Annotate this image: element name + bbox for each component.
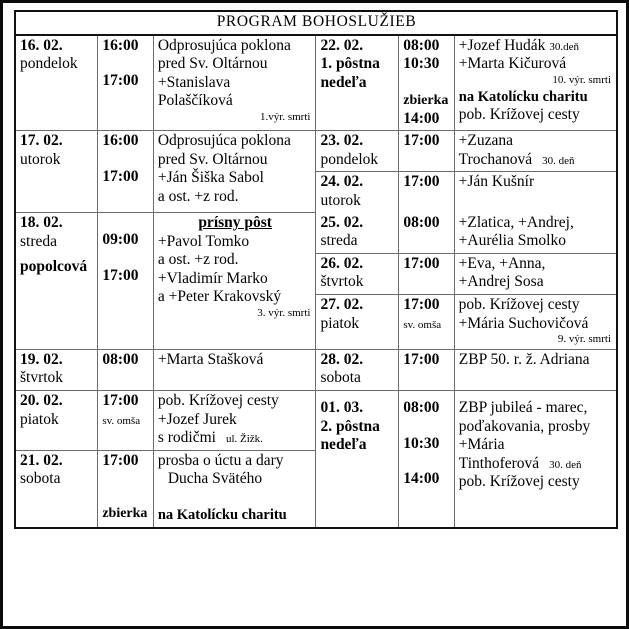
table-row (15, 391, 617, 451)
date-cell-21-02 (15, 450, 98, 527)
weekday-label: utorok (20, 150, 61, 168)
time-label: 16:00 (102, 36, 139, 54)
time-label: 17:00 (102, 266, 139, 284)
intention-cell-26-02 (454, 253, 616, 294)
date-cell-20-02 (15, 391, 98, 451)
table-row (15, 213, 617, 350)
date-label: 20. 02. (20, 392, 63, 410)
anniversary-note: 10. výr. smrti (552, 73, 611, 86)
date-cell-25-02 (316, 213, 398, 254)
intention-text: Tinthoferová (458, 454, 540, 472)
table-row (15, 35, 617, 131)
intention-line: prosba o úctu a dary (157, 451, 284, 469)
weekday-label: 1. pôstna (320, 55, 380, 73)
date-cell-23-02 (316, 131, 398, 172)
date-cell-16-02 (15, 35, 98, 131)
time-cell-23-02 (399, 131, 454, 172)
intention-line: +Jozef Jurek (157, 410, 237, 428)
intention-line: poďakovania, prosby (458, 417, 591, 435)
fast-heading: prísny pôst (198, 214, 272, 232)
date-cell-26-02 (316, 253, 398, 294)
anniversary-note: 9. výr. smrti (557, 333, 611, 346)
weekday-label: pondelok (320, 150, 379, 168)
time-label: 17:00 (102, 451, 139, 469)
time-label: 17:00 (102, 72, 139, 90)
intention-line: +Vladimír Marko (157, 269, 268, 287)
time-label: 08:00 (403, 399, 440, 417)
intention-line (459, 37, 579, 54)
intention-text: +Jozef Hudák (458, 36, 546, 54)
anniversary-note: 1.výr. smrti (260, 110, 311, 123)
intention-cell-23-02 (454, 131, 616, 172)
devotion-line: pob. Krížovej cesty (458, 106, 580, 124)
intention-line: +Marta Stašková (157, 350, 264, 368)
devotion-line: pob. Krížovej cesty (157, 392, 279, 410)
time-label: 17:00 (403, 132, 440, 150)
intention-line: +Mária Suchovičová (458, 314, 589, 332)
weekday-label: 2. pôstna (320, 417, 380, 435)
table-row (316, 131, 616, 172)
date-label: 16. 02. (20, 36, 63, 54)
time-cell-19-02 (98, 349, 154, 390)
intention-line: +Zuzana (458, 132, 513, 150)
intention-line (459, 455, 582, 472)
time-label: 09:00 (102, 231, 139, 249)
date-label: 28. 02. (320, 350, 364, 368)
time-cell-01-03 (399, 391, 455, 528)
weekday-label: sobota (320, 369, 361, 387)
intention-cell-01-03 (454, 391, 617, 528)
time-cell-16-02 (98, 35, 154, 131)
date-cell-28-02 (316, 349, 399, 390)
intention-line: Odprosujúca poklona (157, 36, 291, 54)
intention-line: +Mária (458, 436, 505, 454)
time-label: 17:00 (102, 167, 139, 185)
time-label: 17:00 (403, 350, 440, 368)
intention-cell-25-02 (454, 213, 616, 254)
time-spacer (403, 418, 451, 435)
table-row (316, 294, 616, 348)
intention-line: +Zlatica, +Andrej, (458, 213, 574, 231)
time-cell-26-02 (399, 253, 454, 294)
intention-line: ZBP jubileá - marec, (458, 399, 588, 417)
time-cell-17-02 (98, 131, 154, 213)
intention-text: Trochanová (458, 150, 533, 168)
time-label: 10:30 (403, 434, 440, 452)
intention-line: +Marta Kičurová (458, 55, 567, 73)
intention-line: +Stanislava (157, 73, 231, 91)
right-subtable-wrap-2 (316, 213, 617, 350)
time-cell-22-02 (399, 35, 455, 131)
weekday-label: streda (320, 232, 358, 250)
time-label: 17:00 (102, 392, 139, 410)
intention-line: a ost. +z rod. (157, 187, 239, 205)
intention-line: +Pavol Tomko (157, 232, 250, 250)
collection-purpose: na Katolícku charitu (157, 507, 287, 524)
devotion-line: pob. Krížovej cesty (458, 295, 580, 313)
date-label: 17. 02. (20, 132, 63, 150)
time-cell-18-02 (98, 213, 154, 350)
time-spacer (403, 453, 451, 470)
page-title: PROGRAM BOHOSLUŽIEB (15, 11, 617, 35)
schedule-sheet (14, 10, 618, 566)
intention-line: Odprosujúca poklona (157, 132, 291, 150)
intention-line: ZBP 50. r. ž. Adriana (458, 350, 590, 368)
intention-text: s rodičmi (157, 429, 216, 447)
weekday-label-2: nedeľa (320, 436, 367, 454)
intention-cell-22-02 (454, 35, 617, 131)
intention-cell-19-02 (153, 349, 316, 390)
time-spacer (102, 487, 150, 504)
date-cell-27-02 (316, 294, 398, 348)
intention-line: +Andrej Sosa (458, 273, 544, 291)
time-label: 16:00 (102, 132, 139, 150)
date-cell-01-03 (316, 391, 399, 528)
date-cell-17-02 (15, 131, 98, 213)
date-cell-24-02 (316, 172, 398, 213)
time-spacer (102, 470, 150, 487)
intention-cell-18-02 (153, 213, 316, 350)
date-label: 21. 02. (20, 451, 63, 469)
date-label: 01. 03. (320, 399, 364, 417)
table-row (316, 213, 616, 254)
anniversary-note-inline: 30. deň (549, 458, 582, 471)
date-cell-22-02 (316, 35, 399, 131)
date-label: 24. 02. (320, 173, 364, 191)
intention-line: +Eva, +Anna, (458, 254, 546, 272)
right-subtable-wrap-1 (316, 131, 617, 213)
intention-line: +Ján Šiška Sabol (157, 169, 264, 187)
anniversary-note-inline: 30.deň (549, 40, 579, 53)
collection-label: zbierka (403, 92, 449, 108)
date-cell-18-02 (15, 213, 98, 350)
table-row (316, 172, 616, 213)
weekday-label-2: nedeľa (320, 73, 367, 91)
date-label: 19. 02. (20, 350, 63, 368)
time-label: 10:30 (403, 55, 440, 73)
time-cell-21-02 (98, 450, 154, 527)
weekday-label-2: popolcová (20, 258, 88, 276)
intention-line: Polaščíková (157, 92, 233, 110)
time-spacer (102, 250, 150, 267)
intention-line: Ducha Svätého (167, 470, 263, 488)
table-row (15, 349, 617, 390)
time-label: 14:00 (403, 109, 440, 127)
intention-cell-17-02 (153, 131, 316, 213)
anniversary-note-inline: 30. deň (542, 154, 575, 167)
collection-purpose: na Katolícku charitu (458, 88, 588, 105)
date-label: 26. 02. (320, 254, 364, 272)
weekday-label: štvrtok (320, 273, 364, 291)
weekday-label: streda (20, 232, 58, 250)
date-label: 23. 02. (320, 132, 364, 150)
intention-line: pred Sv. Oltárnou (157, 55, 268, 73)
table-row (15, 131, 617, 213)
time-label: 17:00 (403, 254, 440, 272)
intention-cell-21-02 (153, 450, 316, 527)
time-spacer (102, 214, 150, 231)
intention-line: +Aurélia Smolko (458, 232, 566, 250)
weekday-label: sobota (20, 470, 61, 488)
time-spacer (403, 74, 451, 91)
line-spacer (158, 489, 313, 506)
street-note: ul. Žižk. (225, 433, 263, 446)
weekday-label: štvrtok (20, 369, 64, 387)
time-label: 17:00 (403, 173, 440, 191)
time-cell-24-02 (399, 172, 454, 213)
intention-line (459, 151, 575, 168)
time-cell-28-02 (399, 349, 455, 390)
mass-note: sv. omša (102, 414, 141, 427)
date-cell-19-02 (15, 349, 98, 390)
program-table (14, 10, 618, 529)
intention-cell-16-02 (153, 35, 316, 131)
date-label: 27. 02. (320, 295, 364, 313)
table-title-row (15, 11, 617, 35)
time-label: 08:00 (403, 213, 440, 231)
intention-line: pred Sv. Oltárnou (157, 150, 268, 168)
time-cell-20-02 (98, 391, 154, 451)
weekday-label: utorok (320, 191, 361, 209)
intention-line: a ost. +z rod. (157, 251, 239, 269)
time-label: 17:00 (403, 295, 440, 313)
anniversary-note: 3. výr. smrti (257, 307, 311, 320)
collection-label: zbierka (102, 506, 148, 522)
time-label: 08:00 (102, 350, 139, 368)
intention-line: +Ján Kušnír (458, 173, 535, 191)
intention-cell-28-02 (454, 349, 617, 390)
intention-line: a +Peter Krakovský (157, 288, 282, 306)
intention-cell-24-02 (454, 172, 616, 213)
weekday-label: piatok (20, 410, 59, 428)
date-label: 25. 02. (320, 213, 364, 231)
weekday-label: piatok (320, 314, 360, 332)
time-spacer (102, 55, 150, 72)
intention-cell-27-02 (454, 294, 616, 348)
time-cell-25-02 (399, 213, 454, 254)
intention-cell-20-02 (153, 391, 316, 451)
mass-note: sv. omša (403, 318, 442, 331)
table-row (316, 253, 616, 294)
weekday-label: pondelok (20, 55, 78, 73)
intention-line (158, 429, 263, 446)
time-label: 14:00 (403, 470, 440, 488)
time-spacer (102, 151, 150, 168)
devotion-line: pob. Krížovej cesty (458, 473, 580, 491)
time-label: 08:00 (403, 36, 440, 54)
date-label: 18. 02. (20, 214, 63, 232)
time-cell-27-02 (399, 294, 454, 348)
date-label: 22. 02. (320, 36, 364, 54)
